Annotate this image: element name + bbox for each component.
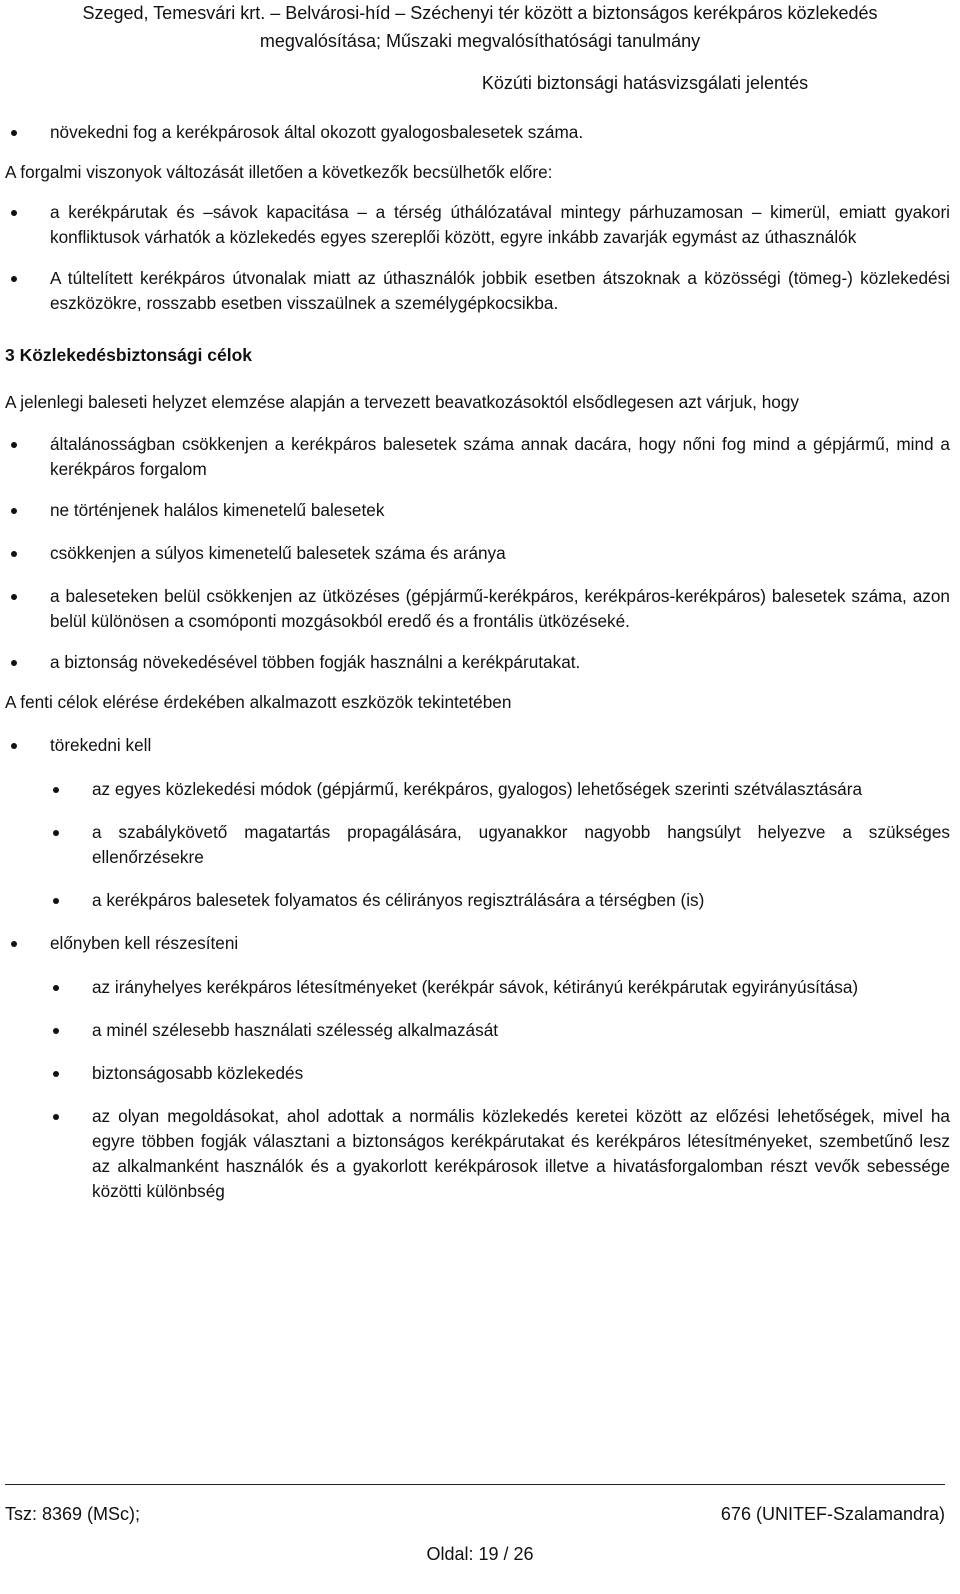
bullet-item: A túltelített kerékpáros útvonalak miatt az úthasználók jobbik esetben átszoknak a közösségi (tömeg-) közlekedési eszközökre, rosszabb esetben visszaülnek a személygépkocsikba. [5,266,950,316]
bullet-icon [53,1071,59,1077]
bullet-item: ne történjenek halálos kimenetelű balesetek [5,498,950,523]
bullet-icon [11,442,17,448]
bullet-icon [53,898,59,904]
bullet-item: a baleseteken belül csökkenjen az ütközéses (gépjármű-kerékpáros, kerékpáros-kerékpáros) balesetek száma, azon belül különösen a csomóponti mozgásokból eredő és a frontális ütközéseké. [5,584,950,634]
bullet-item: törekedni kell [5,733,950,758]
bullet-item: növekedni fog a kerékpárosok által okozott gyalogosbalesetek száma. [5,120,950,145]
bullet-icon [11,276,17,282]
sub-bullet-item: a minél szélesebb használati szélesség alkalmazását [5,1018,950,1043]
bullet-icon [53,1028,59,1034]
section-heading: 3 Közlekedésbiztonsági célok [5,345,253,365]
bullet-icon [11,210,17,216]
footer-divider [5,1484,945,1485]
bullet-icon [11,941,17,947]
sub-bullet-item: az egyes közlekedési módok (gépjármű, kerékpáros, gyalogos) lehetőségek szerinti szétválasztására [5,777,950,802]
page-number: Oldal: 19 / 26 [426,1544,534,1564]
bullet-icon [53,787,59,793]
bullet-icon [11,551,17,557]
bullet-icon [53,985,59,991]
bullet-item: a kerékpárutak és –sávok kapacitása – a térség úthálózatával mintegy párhuzamosan – kimerül, emiatt gyakori konfliktusok várhatók a közlekedés egyes szereplői között, egyre inkább zavarják egymást az úthasználók [5,200,950,250]
bullet-icon [11,660,17,666]
bullet-icon [53,830,59,836]
bullet-item: általánosságban csökkenjen a kerékpáros balesetek száma annak dacára, hogy nőni fog mind a gépjármű, mind a kerékpáros forgalom [5,432,950,482]
sub-bullet-item: biztonságosabb közlekedés [5,1061,950,1086]
header-project-title-line1: Szeged, Temesvári krt. – Belvárosi-híd – Széchenyi tér között a biztonságos kerékpáros közlekedés [82,3,878,23]
footer-reference-right: 676 (UNITEF-Szalamandra) [720,1504,945,1524]
bullet-icon [53,1114,59,1120]
bullet-icon [11,743,17,749]
paragraph: A forgalmi viszonyok változását illetően a következők becsülhetők előre: [5,162,553,182]
paragraph: A jelenlegi baleseti helyzet elemzése alapján a tervezett beavatkozásoktól elsődlegesen azt várjuk, hogy [5,392,799,412]
sub-bullet-item: az olyan megoldásokat, ahol adottak a normális közlekedés keretei között az előzési lehetőségek, mivel ha egyre többen fogják választani a biztonságos kerékpárutakat és kerékpáros létesítményeket, szembetűnő lesz az alkalmanként használók és a gyakorlott kerékpárosok illetve a hivatásforgalomban részt vevők sebessége közötti különbség [5,1104,950,1204]
footer-reference-left: Tsz: 8369 (MSc); [5,1504,141,1524]
bullet-item: a biztonság növekedésével többen fogják használni a kerékpárutakat. [5,650,950,675]
page-footer [0,1484,960,1594]
paragraph: A fenti célok elérése érdekében alkalmazott eszközök tekintetében [5,692,512,712]
bullet-item: előnyben kell részesíteni [5,931,950,956]
bullet-icon [11,130,17,136]
sub-bullet-item: a kerékpáros balesetek folyamatos és célirányos regisztrálására a térségben (is) [5,888,950,913]
header-report-title: Közúti biztonsági hatásvizsgálati jelentés [481,73,809,93]
bullet-item: csökkenjen a súlyos kimenetelű balesetek száma és aránya [5,541,950,566]
sub-bullet-item: a szabálykövető magatartás propagálására, ugyanakkor nagyobb hangsúlyt helyezve a szükséges ellenőrzésekre [5,820,950,870]
bullet-icon [11,594,17,600]
header-project-title-line2: megvalósítása; Műszaki megvalósíthatósági tanulmány [259,31,701,51]
sub-bullet-item: az irányhelyes kerékpáros létesítményeket (kerékpár sávok, kétirányú kerékpárutak egyirányúsítása) [5,975,950,1000]
bullet-icon [11,508,17,514]
page-body [5,120,950,1204]
